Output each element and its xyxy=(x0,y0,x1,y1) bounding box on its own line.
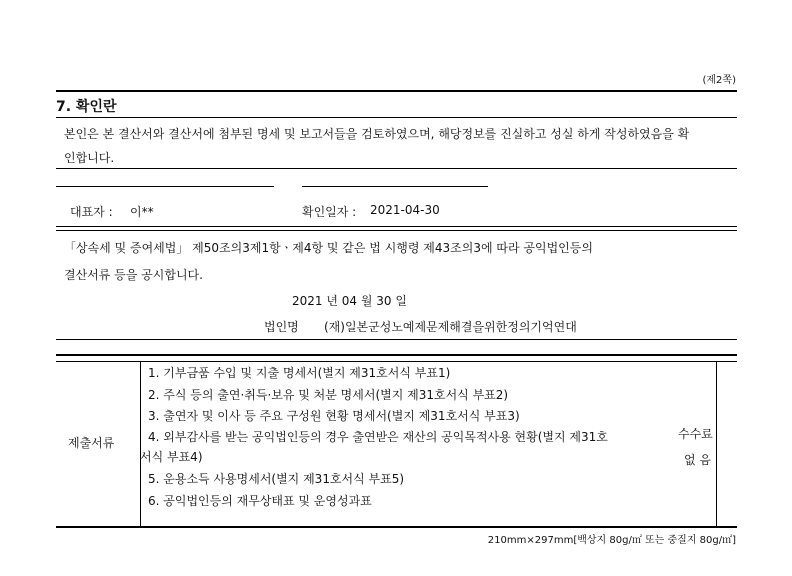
section-title: 7. 확인란 xyxy=(56,99,117,115)
submission-item-2: 2. 주식 등의 출연·취득·보유 및 처분 명세서(별지 제31호서식 부표2) xyxy=(148,388,509,402)
submission-item-4: 4. 외부감사를 받는 공익법인등의 경우 출연받은 재산의 공익목적사용 현황(별지 제31호 xyxy=(148,430,608,444)
notice-date: 2021 년 04 월 30 일 xyxy=(292,294,407,308)
submission-item-5: 5. 운용소득 사용명세서(별지 제31호서식 부표5) xyxy=(148,472,405,486)
double-rule-top xyxy=(56,226,737,227)
submission-item-6: 6. 공익법인등의 재무상태표 및 운영성과표 xyxy=(148,494,372,508)
org-name: (재)일본군성노예제문제해결을위한정의기억연대 xyxy=(324,320,577,334)
signature-line-left xyxy=(56,186,274,187)
table-thick-rule xyxy=(56,354,737,356)
confirmation-text-line2: 인합니다. xyxy=(64,151,115,165)
double-rule-bottom xyxy=(56,230,737,231)
submission-label: 제출서류 xyxy=(68,436,115,450)
title-rule xyxy=(56,117,737,118)
confirm-date-value: 2021-04-30 xyxy=(370,203,440,217)
notice-line1: 「상속세 및 증여세법」 제50조의3제1항ㆍ제4항 및 같은 법 시행령 제43조의3에 따라 공익법인등의 xyxy=(64,241,593,255)
org-label: 법인명 xyxy=(264,320,299,334)
confirm-date-label: 확인일자 : xyxy=(302,205,357,219)
notice-bottom-rule xyxy=(56,339,737,340)
representative-label: 대표자 : xyxy=(70,205,113,219)
submission-item-1: 1. 기부금품 수입 및 지출 명세서(별지 제31호서식 부표1) xyxy=(148,366,451,380)
signature-line-right xyxy=(302,186,488,187)
page-number: (제2쪽) xyxy=(702,75,736,86)
submission-item-4-cont: 서식 부표4) xyxy=(140,450,203,464)
fee-label: 수수료 xyxy=(678,427,713,441)
representative-name: 이** xyxy=(130,205,154,219)
statement-rule xyxy=(56,168,737,169)
fee-cell xyxy=(716,362,737,527)
submission-items-cell xyxy=(140,362,717,527)
submission-label-cell xyxy=(56,362,141,527)
top-thick-rule xyxy=(56,90,737,92)
submission-item-3: 3. 출연자 및 이사 등 주요 구성원 현황 명세서(별지 제31호서식 부표3) xyxy=(148,409,520,423)
table-bottom-rule xyxy=(56,526,737,528)
confirmation-text-line1: 본인은 본 결산서와 결산서에 첨부된 명세 및 보고서들을 검토하였으며, 해당정보를 진실하고 성실 하게 작성하였음을 확 xyxy=(64,127,690,141)
paper-spec-footer: 210mm×297mm[백상지 80g/㎡ 또는 중질지 80g/㎡] xyxy=(487,535,736,546)
notice-line2: 결산서류 등을 공시합니다. xyxy=(64,268,203,282)
fee-value: 없 음 xyxy=(684,453,711,467)
submission-table xyxy=(56,362,737,527)
